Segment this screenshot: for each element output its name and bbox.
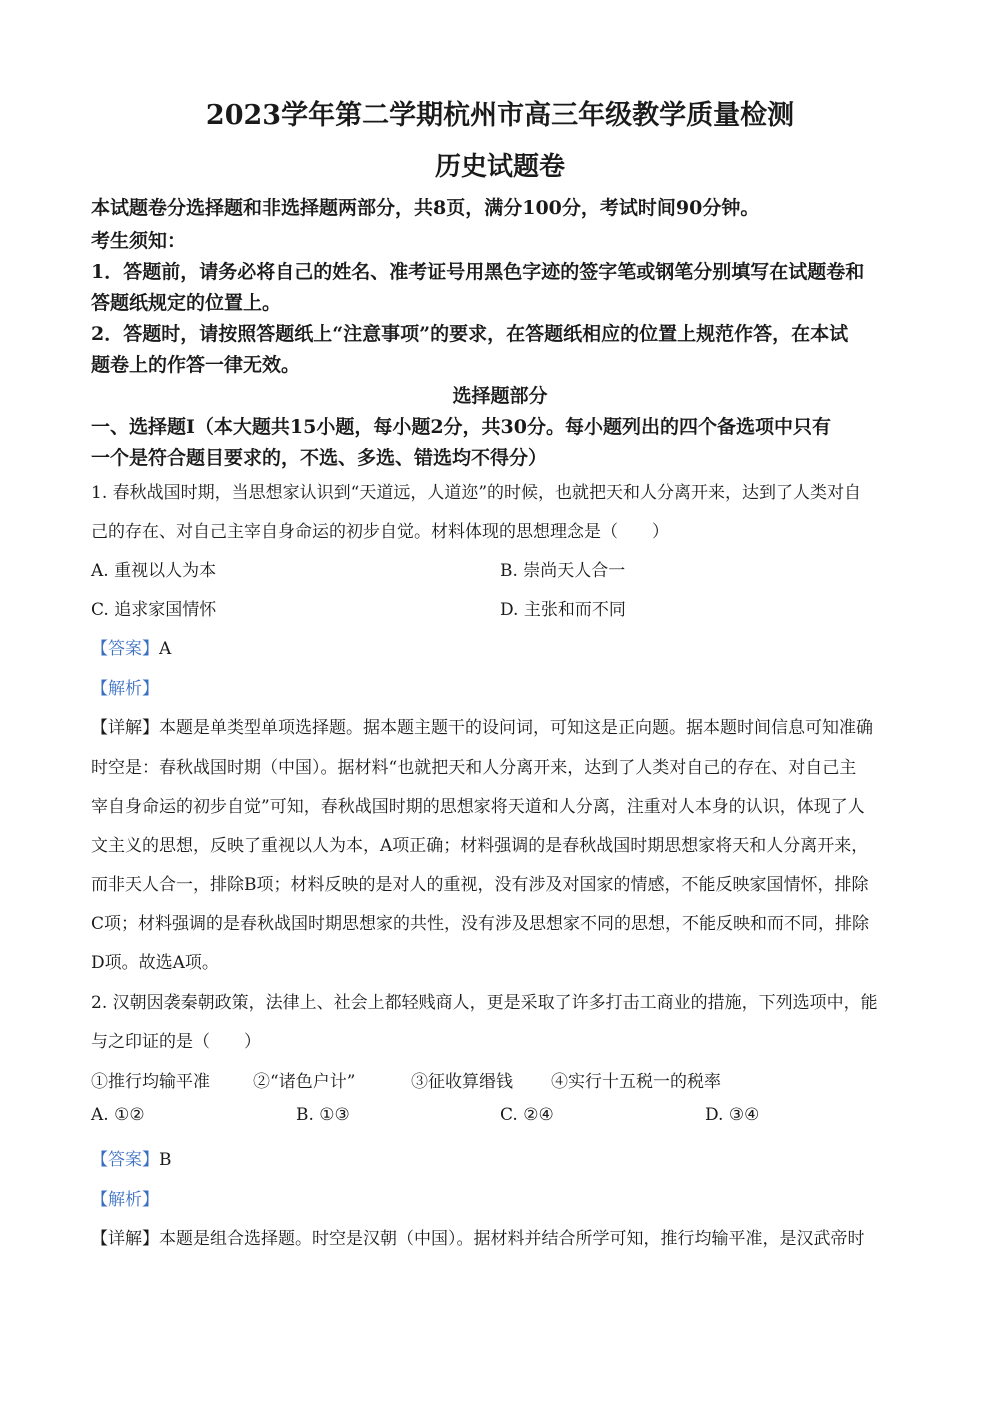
q1-detail-line-6: C项；材料强调的是春秋战国时期思想家的共性，没有涉及思想家不同的思想，不能反映和而不同，排除 [91, 914, 870, 934]
q1-detail-text-1: 本题是单类型单项选择题。据本题主题干的设问词，可知这是正向题。据本题时间信息可知准确 [159, 718, 873, 738]
q2-option-a: A. ①② [91, 1105, 145, 1125]
notice-item-1-line-1: 1．答题前，请务必将自己的姓名、准考证号用黑色字迹的签字笔或钢笔分别填写在试题卷和 [91, 261, 865, 283]
q1-answer [91, 634, 171, 659]
q1-stem-line-1: 1. 春秋战国时期，当思想家认识到“天道远，人道迩”的时候，也就把天和人分离开来，达到了人类对自 [91, 483, 862, 503]
q1-option-b: B. 崇尚天人合一 [500, 561, 626, 581]
notice-item-2-line-1: 2．答题时，请按照答题纸上“注意事项”的要求，在答题纸相应的位置上规范作答，在本试 [91, 323, 849, 345]
notice-item-2-line-2: 题卷上的作答一律无效。 [91, 354, 301, 376]
section-heading-line-1: 一、选择题Ⅰ（本大题共15小题，每小题2分，共30分。每小题列出的四个备选项中只有 [91, 416, 831, 438]
exam-title: 2023学年第二学期杭州市高三年级教学质量检测 [205, 100, 795, 131]
exam-intro: 本试题卷分选择题和非选择题两部分，共8页，满分100分，考试时间90分钟。 [91, 197, 760, 219]
q2-answer-tag: 【答案】 [91, 1150, 159, 1170]
q1-answer-tag: 【答案】 [91, 639, 159, 659]
q1-answer-value: A [159, 639, 172, 659]
section-title: 选择题部分 [452, 385, 548, 407]
q2-stem-line-1: 2. 汉朝因袭秦朝政策，法律上、社会上都轻贱商人，更是采取了许多打击工商业的措施，下列选项中，能 [91, 993, 878, 1013]
q2-detail-text-1: 本题是组合选择题。时空是汉朝（中国）。据材料并结合所学可知，推行均输平准，是汉武帝时 [159, 1229, 865, 1249]
q1-detail-tag: 【详解】 [91, 718, 159, 738]
q1-detail-line-1 [91, 713, 873, 738]
q1-stem-line-2: 己的存在、对自己主宰自身命运的初步自觉。材料体现的思想理念是（ ） [91, 522, 669, 542]
q2-stem-line-2: 与之印证的是（ ） [91, 1032, 261, 1052]
q1-analysis-tag: 【解析】 [91, 679, 159, 699]
q2-answer-value: B [159, 1150, 172, 1170]
q2-item-1: ①推行均输平准 [91, 1072, 210, 1092]
notice-title: 考生须知： [91, 230, 187, 252]
q1-option-d: D. 主张和而不同 [500, 600, 626, 620]
q2-detail-line-1 [91, 1224, 865, 1249]
q2-option-b: B. ①③ [296, 1105, 350, 1125]
notice-item-1-line-2: 答题纸规定的位置上。 [91, 292, 282, 314]
q2-item-4: ④实行十五税一的税率 [551, 1072, 721, 1092]
q1-option-c: C. 追求家国情怀 [91, 600, 217, 620]
q1-detail-line-2: 时空是：春秋战国时期（中国）。据材料“也就把天和人分离开来，达到了人类对自己的存在、对自己主 [91, 758, 857, 778]
q1-detail-line-5: 而非天人合一，排除B项；材料反映的是对人的重视，没有涉及对国家的情感，不能反映家国情怀，排除 [91, 875, 869, 895]
q2-item-2: ②“诸色户计” [253, 1072, 356, 1092]
q2-item-3: ③征收算缗钱 [411, 1072, 513, 1092]
q1-detail-line-7: D项。故选A项。 [91, 953, 219, 973]
q2-option-d: D. ③④ [705, 1105, 760, 1125]
q2-detail-tag: 【详解】 [91, 1229, 159, 1249]
q2-option-c: C. ②④ [500, 1105, 554, 1125]
q2-analysis-tag: 【解析】 [91, 1190, 159, 1210]
q1-detail-line-3: 宰自身命运的初步自觉”可知，春秋战国时期的思想家将天道和人分离，注重对人本身的认识，体现了人 [91, 797, 865, 817]
exam-subtitle: 历史试题卷 [434, 152, 565, 182]
q1-detail-line-4: 文主义的思想，反映了重视以人为本，A项正确；材料强调的是春秋战国时期思想家将天和人分离开来， [91, 836, 869, 856]
section-heading-line-2: 一个是符合题目要求的，不选、多选、错选均不得分） [91, 447, 548, 469]
q1-option-a: A. 重视以人为本 [91, 561, 217, 581]
q2-answer [91, 1145, 172, 1170]
